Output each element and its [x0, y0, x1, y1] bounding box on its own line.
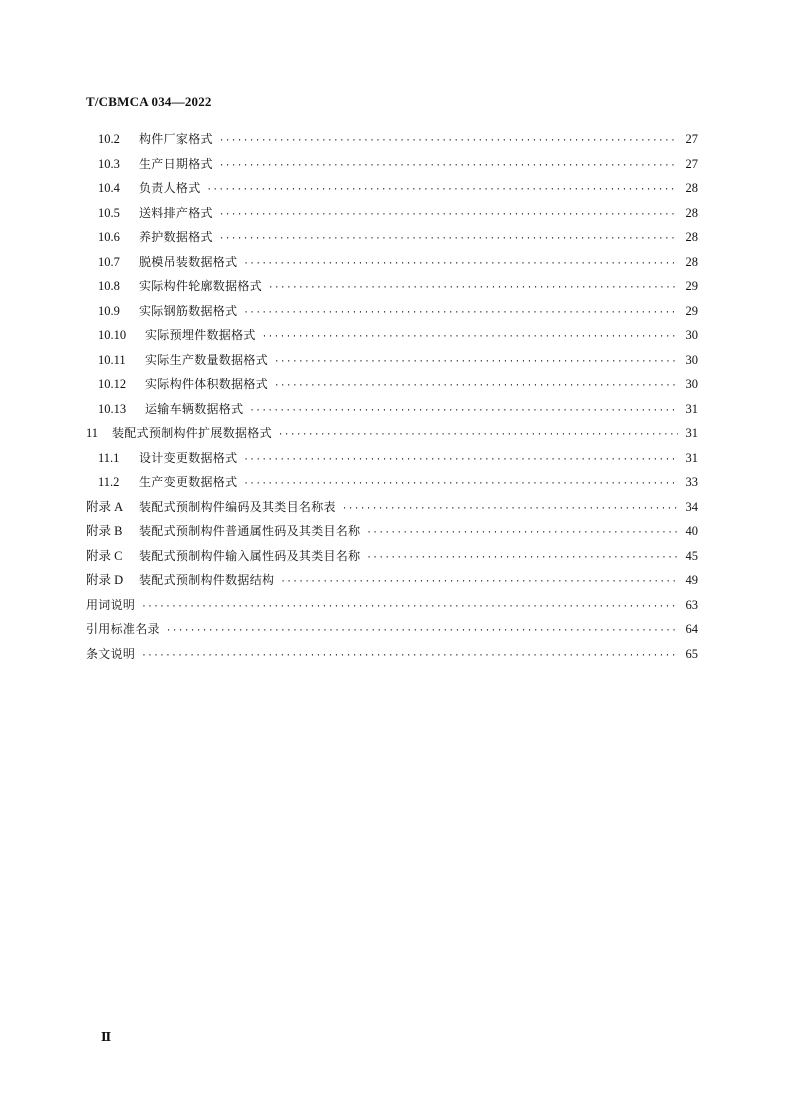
- toc-entry-page: 49: [685, 573, 698, 587]
- toc-entry-page: 27: [685, 156, 698, 171]
- toc-entry-page: 40: [685, 524, 698, 538]
- toc-entry-title: 生产变更数据格式: [139, 475, 238, 489]
- toc-entry-number: 10.8: [98, 279, 120, 293]
- toc-entry-number: 10.3: [98, 156, 120, 171]
- table-of-contents: [86, 127, 698, 666]
- toc-entry[interactable]: [86, 568, 698, 593]
- toc-entry-page: 31: [685, 401, 698, 416]
- toc-entry-title: 实际构件轮廓数据格式: [139, 279, 263, 293]
- toc-entry-number: 附录 A: [86, 499, 124, 514]
- toc-entry-title: 设计变更数据格式: [139, 450, 238, 465]
- toc-entry[interactable]: [86, 470, 698, 495]
- toc-entry-number: 10.4: [98, 181, 120, 195]
- toc-entry-number: 11: [86, 426, 99, 440]
- toc-dot-leader: [342, 497, 678, 522]
- toc-entry-title: 实际生产数量数据格式: [145, 352, 269, 367]
- toc-dot-leader: [219, 227, 678, 252]
- toc-entry[interactable]: [86, 372, 698, 397]
- toc-entry-title: 养护数据格式: [139, 230, 213, 244]
- toc-entry-number: 10.6: [98, 230, 120, 244]
- toc-entry-title: 实际预埋件数据格式: [145, 328, 256, 342]
- toc-dot-leader: [366, 521, 678, 546]
- toc-entry-title: 运输车辆数据格式: [145, 401, 244, 416]
- toc-dot-leader: [219, 129, 678, 154]
- toc-dot-leader: [243, 252, 678, 277]
- toc-dot-leader: [249, 399, 678, 424]
- toc-entry-page: 30: [685, 328, 698, 342]
- toc-dot-leader: [280, 570, 678, 595]
- toc-dot-leader: [268, 276, 678, 301]
- toc-entry-title: 生产日期格式: [139, 156, 213, 171]
- toc-entry[interactable]: [86, 495, 698, 520]
- toc-entry-title: 构件厂家格式: [139, 132, 213, 146]
- toc-entry[interactable]: [86, 201, 698, 226]
- toc-entry-title: 实际构件体积数据格式: [145, 377, 269, 391]
- toc-entry-title: 装配式预制构件数据结构: [139, 573, 275, 587]
- toc-dot-leader: [166, 619, 678, 644]
- toc-dot-leader: [274, 350, 678, 375]
- toc-entry-title: 引用标准名录: [86, 622, 160, 636]
- toc-entry-page: 28: [685, 205, 698, 220]
- toc-entry-number: 附录 C: [86, 548, 123, 563]
- toc-entry[interactable]: [86, 617, 698, 642]
- toc-entry-page: 28: [685, 181, 698, 195]
- toc-entry-number: 10.7: [98, 254, 120, 269]
- toc-dot-leader: [141, 595, 678, 620]
- toc-entry[interactable]: [86, 397, 698, 422]
- toc-entry-page: 33: [685, 475, 698, 489]
- toc-entry-title: 脱模吊装数据格式: [139, 254, 238, 269]
- toc-entry-number: 10.13: [98, 401, 127, 416]
- toc-entry-number: 10.2: [98, 132, 120, 146]
- toc-entry-page: 30: [685, 377, 698, 391]
- toc-entry[interactable]: [86, 519, 698, 544]
- toc-dot-leader: [219, 203, 678, 228]
- toc-entry[interactable]: [86, 593, 698, 618]
- toc-entry-number: 10.5: [98, 205, 120, 220]
- toc-entry-number: 10.9: [98, 303, 120, 318]
- toc-entry[interactable]: [86, 274, 698, 299]
- toc-entry-title: 装配式预制构件扩展数据格式: [112, 426, 272, 440]
- toc-dot-leader: [219, 154, 678, 179]
- toc-entry-page: 28: [685, 230, 698, 244]
- toc-entry[interactable]: [86, 446, 698, 471]
- toc-entry-page: 29: [685, 303, 698, 318]
- document-code-header: T/CBMCA 034—2022: [86, 94, 212, 109]
- toc-entry-number: 10.12: [98, 377, 127, 391]
- toc-entry-page: 30: [685, 352, 698, 367]
- toc-entry[interactable]: [86, 299, 698, 324]
- toc-entry-title: 实际钢筋数据格式: [139, 303, 238, 318]
- toc-entry-page: 31: [685, 450, 698, 465]
- toc-entry-number: 10.11: [98, 352, 126, 367]
- toc-dot-leader: [141, 644, 678, 669]
- toc-dot-leader: [262, 325, 678, 350]
- toc-entry-number: 11.1: [98, 450, 120, 465]
- toc-entry-title: 条文说明: [86, 646, 136, 661]
- toc-dot-leader: [243, 301, 678, 326]
- toc-entry-number: 11.2: [98, 475, 120, 489]
- toc-entry[interactable]: [86, 127, 698, 152]
- toc-dot-leader: [243, 448, 678, 473]
- toc-entry[interactable]: [86, 152, 698, 177]
- toc-dot-leader: [243, 472, 678, 497]
- toc-dot-leader: [366, 546, 678, 571]
- toc-entry-number: 10.10: [98, 328, 127, 342]
- toc-entry[interactable]: [86, 323, 698, 348]
- toc-entry[interactable]: [86, 421, 698, 446]
- toc-entry[interactable]: [86, 250, 698, 275]
- toc-entry-page: 64: [685, 622, 698, 636]
- toc-entry-title: 装配式预制构件普通属性码及其类目名称: [139, 524, 361, 538]
- toc-entry[interactable]: [86, 348, 698, 373]
- toc-entry[interactable]: [86, 225, 698, 250]
- toc-dot-leader: [274, 374, 678, 399]
- toc-entry-title: 装配式预制构件编码及其类目名称表: [139, 499, 336, 514]
- toc-entry-title: 装配式预制构件输入属性码及其类目名称: [139, 548, 361, 563]
- toc-entry[interactable]: [86, 642, 698, 667]
- page-number-footer: Ⅱ: [101, 1030, 112, 1044]
- toc-entry-title: 送料排产格式: [139, 205, 213, 220]
- toc-entry-page: 63: [685, 597, 698, 612]
- toc-entry-page: 29: [685, 279, 698, 293]
- toc-entry-page: 34: [685, 499, 698, 514]
- toc-entry[interactable]: [86, 176, 698, 201]
- toc-entry[interactable]: [86, 544, 698, 569]
- toc-entry-number: 附录 D: [86, 573, 124, 587]
- toc-entry-title: 用词说明: [86, 597, 136, 612]
- toc-dot-leader: [278, 423, 678, 448]
- toc-entry-number: 附录 B: [86, 524, 123, 538]
- toc-entry-page: 45: [685, 548, 698, 563]
- toc-entry-page: 27: [685, 132, 698, 146]
- toc-entry-title: 负责人格式: [139, 181, 201, 195]
- toc-dot-leader: [207, 178, 678, 203]
- toc-entry-page: 28: [685, 254, 698, 269]
- toc-entry-page: 31: [685, 426, 698, 440]
- toc-entry-page: 65: [685, 646, 698, 661]
